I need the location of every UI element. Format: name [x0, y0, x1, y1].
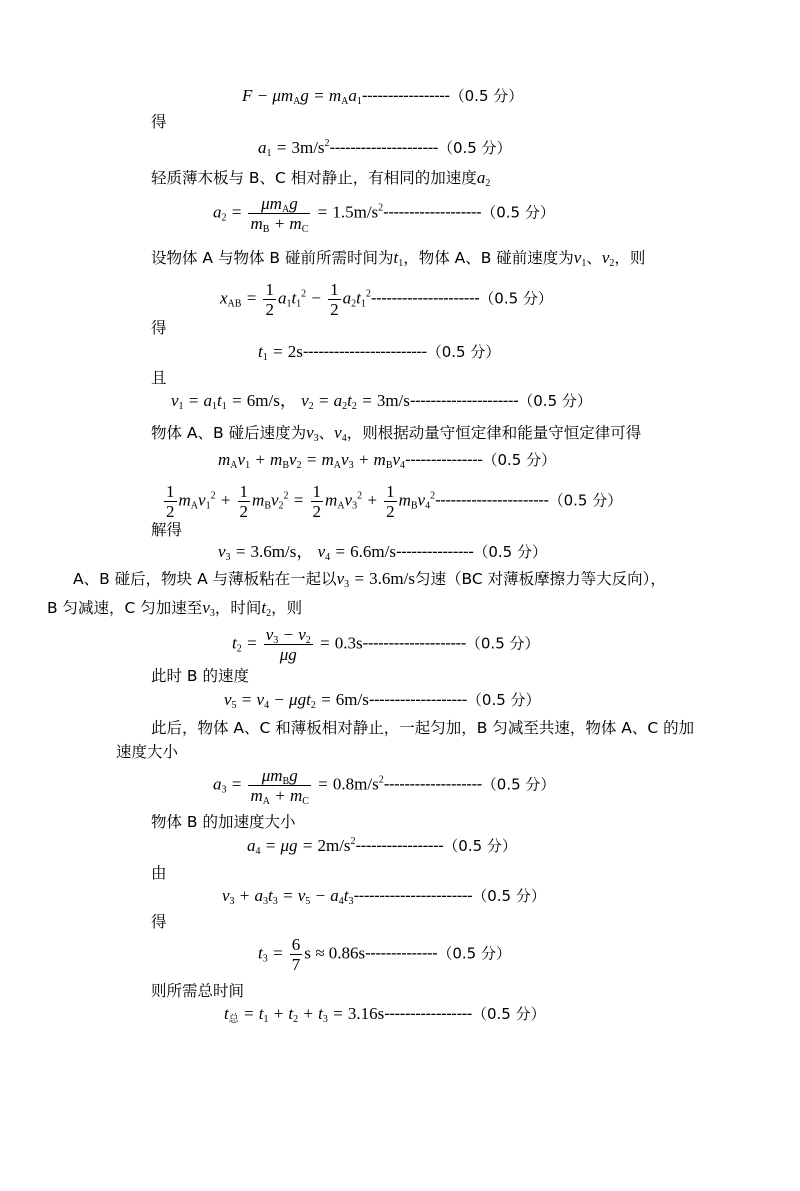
equation-energy: $\frac{1}{2}$ $m_Av_1^2$ + $\frac{1}{2}$ $m_Bv_2^2$ = $\frac{1}{2}$ $m_Av_3^2$ + $\frac{1}{2}$ $m_Bv_4^2----------------------(0.5$ 分）: [166, 482, 623, 521]
text-p9: 物体 B 的加速度大小: [151, 813, 296, 831]
text-p8: 速度大小: [116, 743, 179, 761]
text-p2: 设物体 A 与物体 B 碰前所需时间为$t_1$，物体 A、B 碰前速度为$v_1$、$v_2$，则: [151, 248, 646, 269]
text-qie: 且: [151, 369, 167, 387]
equation-t2: $t_2$ = $\frac{v_3 - v_2}{\mu g}$ = 0.3s--------------------（0.5 分）: [232, 625, 540, 664]
text-p6: 此时 B 的速度: [151, 667, 249, 685]
equation-v1-v2: $v_1 = a_1t_1 = 6m/s$， $v_2 = a_2t_2 = 3m/s---------------------(0.5$ 分）: [171, 391, 592, 412]
equation-t1: $t_1 = 2s------------------------(0.5$ 分）: [258, 342, 501, 363]
text-p7: 此后，物体 A、C 和薄板相对静止，一起匀加，B 匀减至共速，物体 A、C 的加: [151, 719, 695, 737]
text-p4: A、B 碰后，物块 A 与薄板粘在一起以$v_3 = 3.6m/s$匀速（BC 对薄板摩擦力等大反向），: [73, 569, 666, 590]
text-p5: B 匀减速，C 匀加速至$v_3$，时间$t_2$，则: [47, 598, 303, 619]
equation-v5: $v_5 = v_4 - \mu gt_2 = 6m/s-------------------(0.5$ 分）: [224, 690, 541, 711]
text-de-3: 得: [151, 913, 167, 931]
text-jiede: 解得: [151, 521, 183, 539]
text-de-2: 得: [151, 319, 167, 337]
equation-v3-v4: $v_3 = 3.6m/s$， $v_4 = 6.6m/s---------------(0.5$ 分）: [218, 542, 547, 563]
equation-a2: $a_2$ = $\frac{\mu m_Ag}{m_B + m_C}$ = $1.5m/s^2-------------------(0.5$ 分）: [213, 194, 555, 235]
text-you: 由: [151, 864, 167, 882]
text-p3: 物体 A、B 碰后速度为$v_3$、$v_4$，则根据动量守恒定律和能量守恒定律可得: [151, 423, 642, 444]
equation-a1: $a_1 = 3m/s^2---------------------(0.5$ 分）: [258, 138, 512, 159]
equation-total-time: $t_总 = t_1 + t_2 + t_3 = 3.16s-----------------(0.5$ 分）: [224, 1004, 546, 1025]
equation-momentum: $m_Av_1 + m_Bv_2 = m_Av_3 + m_Bv_4---------------(0.5$ 分）: [218, 450, 557, 471]
equation-newton-a: $F - \mu m_Ag = m_Aa_1-----------------(0.5$ 分）: [242, 86, 524, 107]
equation-t3: $t_3$ = $\frac{6}{7}$ s ≈ 0.86s--------------（0.5 分）: [258, 935, 511, 974]
text-p10: 则所需总时间: [151, 982, 245, 1000]
equation-common-speed: $v_3 + a_3t_3 = v_5 - a_4t_3-----------------------(0.5$ 分）: [222, 886, 546, 907]
equation-a4: $a_4 = \mu g = 2m/s^2-----------------(0.5$ 分）: [247, 836, 517, 857]
text-p1: 轻质薄木板与 B、C 相对静止，有相同的加速度$a_2$: [151, 168, 491, 189]
equation-a3: $a_3$ = $\frac{\mu m_Bg}{m_A + m_C}$ = $0.8m/s^2-------------------(0.5$ 分）: [213, 766, 556, 807]
equation-xab: $x_{AB}$ = $\frac{1}{2}$ $a_1t_1^2$ − $\frac{1}{2}$ $a_2t_1^2---------------------(0.5$ 分）: [220, 280, 553, 319]
text-de: 得: [151, 113, 167, 131]
